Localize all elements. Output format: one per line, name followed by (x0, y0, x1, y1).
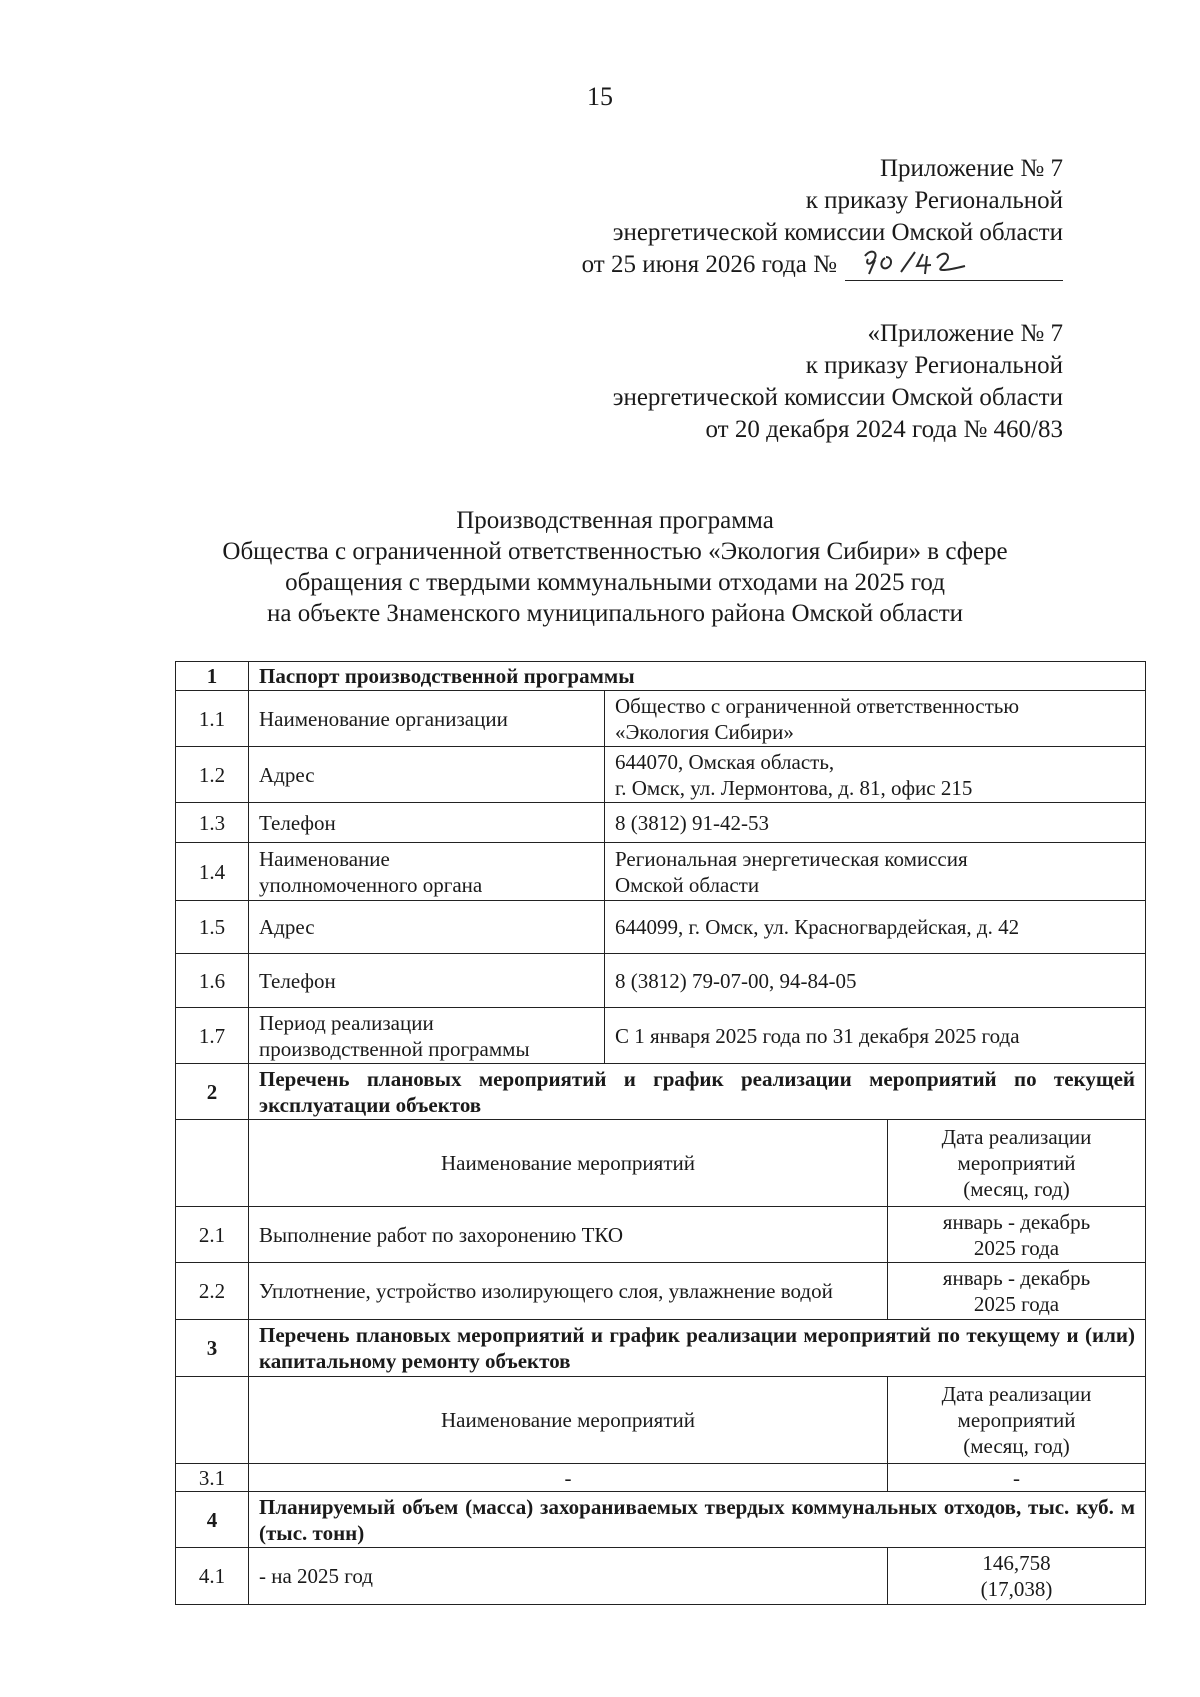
column-header-date (888, 1120, 1146, 1207)
row-number: 1.1 (176, 691, 249, 747)
column-header-row (176, 1377, 1146, 1464)
activity-name: Выполнение работ по захоронению ТКО (249, 1207, 888, 1263)
table-row (176, 1464, 1146, 1492)
annex-header-old (613, 318, 1063, 446)
title-line-2: Общества с ограниченной ответственностью «Экология Сибири» в сфере (222, 538, 1008, 565)
table-row (176, 691, 1146, 747)
table-row (176, 1207, 1146, 1263)
row-number: 2.2 (176, 1263, 249, 1320)
row-label: Наименование организации (249, 691, 605, 747)
handwritten-signature-icon (857, 248, 977, 278)
row-value (605, 691, 1146, 747)
annex-order-ref: к приказу Региональной (805, 187, 1063, 214)
section-row-volume (176, 1492, 1146, 1548)
production-program-table (175, 661, 1146, 1605)
value-line: «Экология Сибири» (615, 719, 794, 744)
table-row (176, 954, 1146, 1008)
row-value: 644099, г. Омск, ул. Красногвардейская, д. 42 (605, 901, 1146, 954)
section-number: 1 (176, 662, 249, 691)
activity-date (888, 1263, 1146, 1320)
section-number: 2 (176, 1064, 249, 1120)
row-number: 1.5 (176, 901, 249, 954)
section-title: Перечень плановых мероприятий и график реализации мероприятий по текущей эксплуатации объектов (249, 1064, 1146, 1120)
column-header-date (888, 1377, 1146, 1464)
table-row (176, 1548, 1146, 1605)
row-number: 2.1 (176, 1207, 249, 1263)
header-line: Дата реализации (941, 1382, 1092, 1406)
row-number: 1.6 (176, 954, 249, 1008)
annex-date-line (582, 249, 1063, 281)
annex-header-new (582, 153, 1063, 281)
table-row (176, 1263, 1146, 1320)
annex-date-old: от 20 декабря 2024 года № 460/83 (705, 416, 1063, 443)
activity-date (888, 1207, 1146, 1263)
table-row (176, 901, 1146, 954)
row-label: Адрес (249, 901, 605, 954)
row-value: С 1 января 2025 года по 31 декабря 2025 года (605, 1008, 1146, 1064)
annex-title-old: «Приложение № 7 (867, 320, 1063, 347)
row-label (249, 1008, 605, 1064)
value-line: Общество с ограниченной ответственностью (615, 693, 1020, 718)
row-value (605, 843, 1146, 901)
header-line: (месяц, год) (963, 1434, 1070, 1458)
empty-cell (176, 1120, 249, 1207)
value-line: (17,038) (980, 1577, 1053, 1601)
label-line: Период реализации (259, 1010, 434, 1035)
column-header-name: Наименование мероприятий (249, 1120, 888, 1207)
table-row (176, 843, 1146, 901)
label-line: уполномоченного органа (259, 872, 483, 897)
annex-issuer-old: энергетической комиссии Омской области (612, 384, 1063, 411)
section-row-passport (176, 662, 1146, 691)
section-title: Планируемый объем (масса) захораниваемых твердых коммунальных отходов, тыс. куб. м (тыс. тонн) (249, 1492, 1146, 1548)
handwritten-order-number (845, 250, 1063, 281)
column-header-row (176, 1120, 1146, 1207)
label-line: Наименование (259, 846, 390, 871)
table-row (176, 803, 1146, 843)
activity-name: Уплотнение, устройство изолирующего слоя, увлажнение водой (249, 1263, 888, 1320)
row-label: Телефон (249, 954, 605, 1008)
title-line-4: на объекте Знаменского муниципального района Омской области (267, 600, 963, 627)
section-title: Паспорт производственной программы (249, 662, 1146, 691)
label-line: производственной программы (259, 1036, 530, 1061)
section-title: Перечень плановых мероприятий и график реализации мероприятий по текущему и (или) капитальному ремонту объектов (249, 1320, 1146, 1377)
annex-title: Приложение № 7 (879, 155, 1063, 182)
row-number: 1.3 (176, 803, 249, 843)
volume-value (888, 1548, 1146, 1605)
volume-label: - на 2025 год (249, 1548, 888, 1605)
title-line-1: Производственная программа (456, 507, 774, 534)
activity-name: - (249, 1464, 888, 1492)
row-label: Телефон (249, 803, 605, 843)
row-label: Адрес (249, 747, 605, 803)
column-header-name: Наименование мероприятий (249, 1377, 888, 1464)
date-line: 2025 года (973, 1292, 1060, 1316)
section-number: 3 (176, 1320, 249, 1377)
header-line: мероприятий (957, 1408, 1076, 1432)
header-line: (месяц, год) (963, 1177, 1070, 1201)
row-number: 1.4 (176, 843, 249, 901)
row-number: 1.2 (176, 747, 249, 803)
row-number: 1.7 (176, 1008, 249, 1064)
value-line: Омской области (615, 872, 760, 897)
value-line: г. Омск, ул. Лермонтова, д. 81, офис 215 (615, 775, 973, 800)
section-number: 4 (176, 1492, 249, 1548)
header-line: мероприятий (957, 1151, 1076, 1175)
annex-issuer: энергетической комиссии Омской области (612, 219, 1063, 246)
activity-date: - (888, 1464, 1146, 1492)
annex-date: от 25 июня 2026 года № (581, 251, 837, 278)
row-value (605, 747, 1146, 803)
row-value: 8 (3812) 79-07-00, 94-84-05 (605, 954, 1146, 1008)
empty-cell (176, 1377, 249, 1464)
header-line: Дата реализации (941, 1125, 1092, 1149)
date-line: январь - декабрь (942, 1266, 1091, 1290)
annex-order-ref-old: к приказу Региональной (805, 352, 1063, 379)
row-number: 4.1 (176, 1548, 249, 1605)
row-number: 3.1 (176, 1464, 249, 1492)
value-line: Региональная энергетическая комиссия (615, 846, 968, 871)
section-row-maintenance (176, 1064, 1146, 1120)
page-number: 15 (587, 82, 613, 111)
row-value: 8 (3812) 91-42-53 (605, 803, 1146, 843)
title-line-3: обращения с твердыми коммунальными отходами на 2025 год (285, 569, 945, 596)
document-title (170, 505, 1060, 629)
row-label (249, 843, 605, 901)
table-row (176, 1008, 1146, 1064)
section-row-repair (176, 1320, 1146, 1377)
date-line: 2025 года (973, 1235, 1060, 1260)
table-row (176, 747, 1146, 803)
value-line: 146,758 (982, 1551, 1051, 1575)
date-line: январь - декабрь (942, 1209, 1091, 1234)
value-line: 644070, Омская область, (615, 749, 835, 774)
